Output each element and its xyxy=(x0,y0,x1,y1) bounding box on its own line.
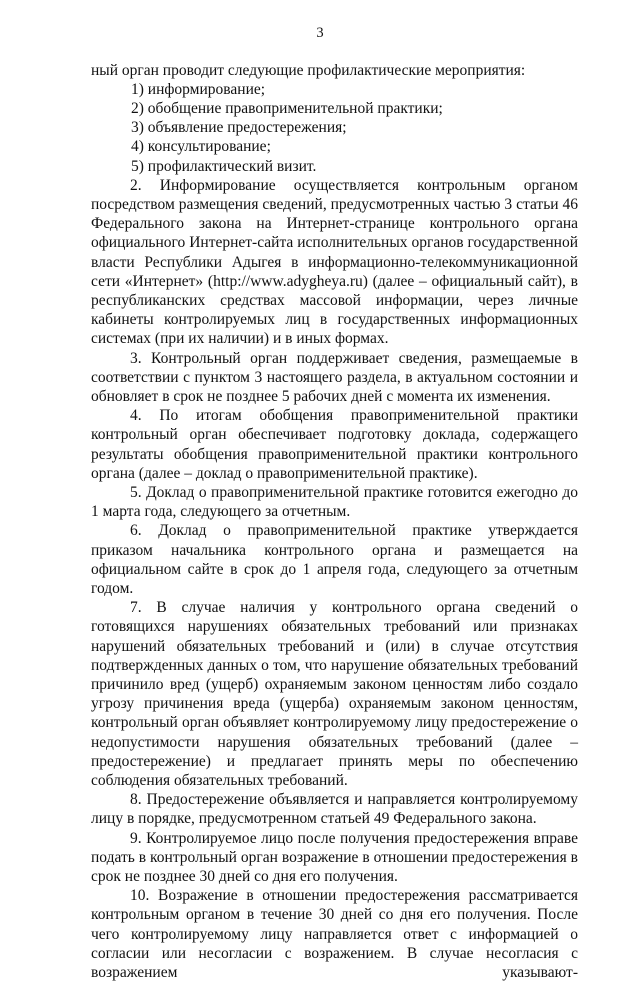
measure-item: 2) обобщение правоприменительной практики; xyxy=(91,99,578,118)
document-body xyxy=(91,61,578,982)
measure-item: 3) объявление предостережения; xyxy=(91,118,578,137)
paragraph-7: 7. В случае наличия у контрольного органа сведений о готовящихся нарушениях обязательных требований или признаках нарушений обязательных требований и (или) в случае отсутствия подтвержденных данных о том, что нарушение обязательных требований причинило вред (ущерб) охраняемым законом ценностям либо создало угрозу причинения вреда (ущерба) охраняемым законом ценностям, контрольный орган объявляет контролируемому лицу предостережение о недопустимости нарушения обязательных требований (далее – предостережение) и предлагает принять меры по обеспечению соблюдения обязательных требований. xyxy=(91,598,578,790)
measure-item: 4) консультирование; xyxy=(91,137,578,156)
paragraph-8: 8. Предостережение объявляется и направляется контролируемому лицу в порядке, предусмотренном статьей 49 Федерального закона. xyxy=(91,790,578,828)
page-number: 3 xyxy=(0,24,640,42)
paragraph-2: 2. Информирование осуществляется контрольным органом посредством размещения сведений, предусмотренных частью 3 статьи 46 Федерального закона на Интернет-странице контрольного органа официального Интернет-сайта исполнительных органов государственной власти Республики Адыгея в информационно-телекоммуникационной сети «Интернет» (http://www.adygheya.ru) (далее – официальный сайт), в республиканских средствах массовой информации, через личные кабинеты контролируемых лиц в государственных информационных системах (при их наличии) и в иных формах. xyxy=(91,176,578,349)
paragraph-9: 9. Контролируемое лицо после получения предостережения вправе подать в контрольный орган возражение в отношении предостережения в срок не позднее 30 дней со дня его получения. xyxy=(91,829,578,887)
lead-text: ный орган проводит следующие профилактические мероприятия: xyxy=(91,61,578,80)
paragraph-10: 10. Возражение в отношении предостережения рассматривается контрольным органом в течение 30 дней со дня его получения. После чего контролируемому лицу направляется ответ с информацией о согласии или несогласии с возражением. В случае несогласия с возражением указывают- xyxy=(91,886,578,982)
paragraph-4: 4. По итогам обобщения правоприменительной практики контрольный орган обеспечивает подготовку доклада, содержащего результаты обобщения правоприменительной практики контрольного органа (далее – доклад о правоприменительной практике). xyxy=(91,406,578,483)
paragraph-6: 6. Доклад о правоприменительной практике утверждается приказом начальника контрольного органа и размещается на официальном сайте в срок до 1 апреля года, следующего за отчетным годом. xyxy=(91,521,578,598)
paragraph-5: 5. Доклад о правоприменительной практике готовится ежегодно до 1 марта года, следующего за отчетным. xyxy=(91,483,578,521)
paragraph-3: 3. Контрольный орган поддерживает сведения, размещаемые в соответствии с пунктом 3 настоящего раздела, в актуальном состоянии и обновляет в срок не позднее 5 рабочих дней с момента их изменения. xyxy=(91,349,578,407)
measure-item: 5) профилактический визит. xyxy=(91,157,578,176)
measure-item: 1) информирование; xyxy=(91,80,578,99)
